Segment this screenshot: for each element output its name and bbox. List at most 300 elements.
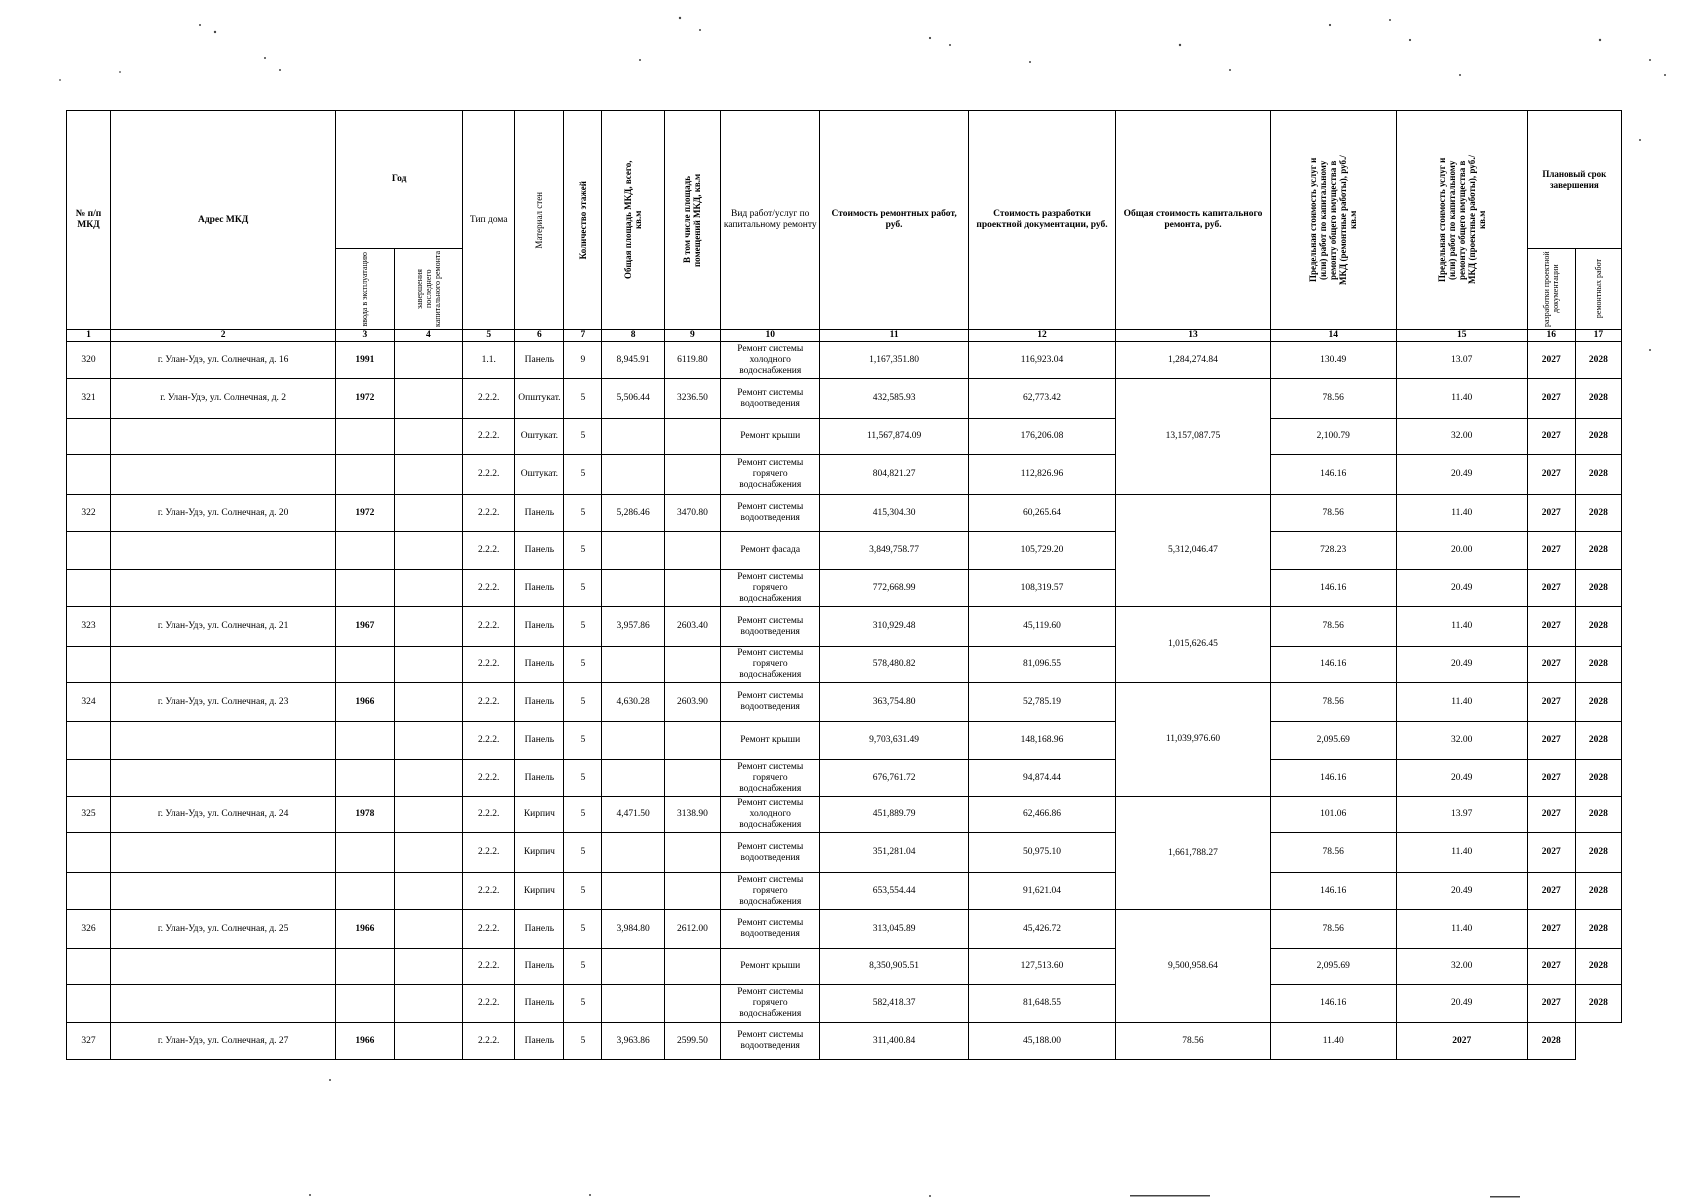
total-repair-cost: 11,039,976.60 bbox=[1116, 683, 1271, 797]
house-type: 1.1. bbox=[463, 342, 515, 379]
year-commission: 1991 bbox=[336, 342, 394, 379]
row-number: 325 bbox=[67, 797, 111, 833]
year-commission: 1966 bbox=[336, 1023, 394, 1060]
floors: 5 bbox=[564, 760, 602, 797]
year-commission: 1978 bbox=[336, 797, 394, 833]
year-commission: 1972 bbox=[336, 379, 394, 419]
wall-material: Панель bbox=[515, 722, 564, 760]
year-last-repair bbox=[394, 873, 463, 910]
house-type: 2.2.2. bbox=[463, 647, 515, 683]
house-type: 2.2.2. bbox=[463, 683, 515, 722]
floors: 5 bbox=[564, 722, 602, 760]
limit-work-cost: 101.06 bbox=[1270, 797, 1396, 833]
year-last-repair bbox=[394, 607, 463, 647]
plan-design-year: 2027 bbox=[1527, 455, 1575, 495]
wall-material: Кирпич bbox=[515, 873, 564, 910]
limit-design-cost: 32.00 bbox=[1396, 722, 1527, 760]
plan-repair-year: 2028 bbox=[1575, 910, 1621, 949]
limit-design-cost: 11.40 bbox=[1396, 607, 1527, 647]
wall-material: Панель bbox=[515, 607, 564, 647]
col-number: 15 bbox=[1396, 330, 1527, 342]
header-limit-design: Предельная стоимость услуг и (или) работ по капитальному ремонту общего имущества в МКД (проектные работы), руб./кв.м bbox=[1436, 155, 1487, 285]
design-cost: 94,874.44 bbox=[968, 760, 1115, 797]
floors: 5 bbox=[564, 532, 602, 570]
limit-design-cost: 20.49 bbox=[1396, 570, 1527, 607]
wall-material: Панель bbox=[515, 532, 564, 570]
residential-area: 3138.90 bbox=[664, 797, 720, 833]
house-type: 2.2.2. bbox=[463, 985, 515, 1023]
residential-area bbox=[664, 419, 720, 455]
residential-area bbox=[664, 647, 720, 683]
header-limit-work-cell bbox=[1270, 111, 1396, 330]
house-type: 2.2.2. bbox=[463, 722, 515, 760]
limit-work-cost: 146.16 bbox=[1270, 873, 1396, 910]
address: г. Улан-Удэ, ул. Солнечная, д. 21 bbox=[111, 607, 336, 647]
limit-design-cost: 20.49 bbox=[1396, 985, 1527, 1023]
work-cost: 3,849,758.77 bbox=[820, 532, 968, 570]
total-area bbox=[602, 570, 664, 607]
year-last-repair bbox=[394, 910, 463, 949]
work-cost: 653,554.44 bbox=[820, 873, 968, 910]
residential-area: 2599.50 bbox=[664, 1023, 720, 1060]
work-cost: 351,281.04 bbox=[820, 833, 968, 873]
plan-design-year: 2027 bbox=[1527, 910, 1575, 949]
work-type: Ремонт системы горячего водоснабжения bbox=[721, 455, 820, 495]
work-cost: 9,703,631.49 bbox=[820, 722, 968, 760]
address: г. Улан-Удэ, ул. Солнечная, д. 27 bbox=[111, 1023, 336, 1060]
work-cost: 11,567,874.09 bbox=[820, 419, 968, 455]
wall-material: Панель bbox=[515, 570, 564, 607]
work-type: Ремонт системы водоотведения bbox=[721, 683, 820, 722]
year-last-repair bbox=[394, 647, 463, 683]
table-row bbox=[67, 985, 1622, 1023]
header-cost-work: Стоимость ремонтных работ, руб. bbox=[820, 111, 968, 330]
year-last-repair bbox=[394, 1023, 463, 1060]
address: г. Улан-Удэ, ул. Солнечная, д. 16 bbox=[111, 342, 336, 379]
year-commission: 1967 bbox=[336, 607, 394, 647]
limit-design-cost: 20.49 bbox=[1396, 647, 1527, 683]
house-type: 2.2.2. bbox=[463, 532, 515, 570]
row-number bbox=[67, 760, 111, 797]
plan-design-year: 2027 bbox=[1527, 342, 1575, 379]
header-year-commission-cell bbox=[336, 249, 394, 330]
work-cost: 310,929.48 bbox=[820, 607, 968, 647]
work-cost: 451,889.79 bbox=[820, 797, 968, 833]
residential-area: 2612.00 bbox=[664, 910, 720, 949]
residential-area bbox=[664, 833, 720, 873]
house-type: 2.2.2. bbox=[463, 1023, 515, 1060]
limit-design-cost: 20.49 bbox=[1396, 760, 1527, 797]
limit-design-cost: 20.49 bbox=[1396, 455, 1527, 495]
work-type: Ремонт системы горячего водоснабжения bbox=[721, 873, 820, 910]
work-cost: 311,400.84 bbox=[820, 1023, 968, 1060]
residential-area bbox=[664, 985, 720, 1023]
year-commission bbox=[336, 949, 394, 985]
table-row bbox=[67, 873, 1622, 910]
limit-work-cost: 78.56 bbox=[1270, 683, 1396, 722]
limit-work-cost: 146.16 bbox=[1270, 985, 1396, 1023]
year-last-repair bbox=[394, 683, 463, 722]
design-cost: 127,513.60 bbox=[968, 949, 1115, 985]
floors: 5 bbox=[564, 607, 602, 647]
limit-design-cost: 13.97 bbox=[1396, 797, 1527, 833]
floors: 5 bbox=[564, 1023, 602, 1060]
header-limit-work: Предельная стоимость услуг и (или) работ по капитальному ремонту общего имущества в МКД (ремонтные работы), руб./кв.м bbox=[1308, 155, 1359, 285]
work-cost: 582,418.37 bbox=[820, 985, 968, 1023]
capital-repair-register-table bbox=[66, 110, 1622, 1060]
plan-repair-year: 2028 bbox=[1575, 495, 1621, 532]
row-number: 322 bbox=[67, 495, 111, 532]
total-area: 3,957.86 bbox=[602, 607, 664, 647]
header-cost-design: Стоимость разработки проектной документации, руб. bbox=[968, 111, 1115, 330]
limit-design-cost: 20.00 bbox=[1396, 532, 1527, 570]
row-number bbox=[67, 873, 111, 910]
wall-material: Оштукат. bbox=[515, 455, 564, 495]
work-cost: 363,754.80 bbox=[820, 683, 968, 722]
plan-design-year: 2027 bbox=[1527, 873, 1575, 910]
header-house-type: Тип дома bbox=[463, 111, 515, 330]
plan-design-year: 2027 bbox=[1396, 1023, 1527, 1060]
row-number: 326 bbox=[67, 910, 111, 949]
row-number bbox=[67, 455, 111, 495]
year-last-repair bbox=[394, 570, 463, 607]
limit-design-cost: 11.40 bbox=[1396, 495, 1527, 532]
header-plan-repair: ремонтных работ bbox=[1593, 259, 1603, 319]
col-number: 10 bbox=[721, 330, 820, 342]
plan-repair-year: 2028 bbox=[1575, 532, 1621, 570]
header-area: Общая площадь МКД, всего, кв.м bbox=[623, 160, 644, 280]
plan-design-year: 2027 bbox=[1527, 760, 1575, 797]
wall-material: Панель bbox=[515, 910, 564, 949]
floors: 5 bbox=[564, 797, 602, 833]
address: г. Улан-Удэ, ул. Солнечная, д. 24 bbox=[111, 797, 336, 833]
year-commission bbox=[336, 833, 394, 873]
header-work-type: Вид работ/услуг по капитальному ремонту bbox=[721, 111, 820, 330]
header-floors: Количество этажей bbox=[577, 180, 588, 260]
address bbox=[111, 647, 336, 683]
limit-work-cost: 2,095.69 bbox=[1270, 949, 1396, 985]
design-cost: 45,426.72 bbox=[968, 910, 1115, 949]
col-number: 5 bbox=[463, 330, 515, 342]
header-plan-repair-cell bbox=[1575, 249, 1621, 330]
header-address: Адрес МКД bbox=[111, 111, 336, 330]
table-row bbox=[67, 910, 1622, 949]
plan-repair-year: 2028 bbox=[1575, 607, 1621, 647]
floors: 5 bbox=[564, 495, 602, 532]
table-row bbox=[67, 342, 1622, 379]
design-cost: 50,975.10 bbox=[968, 833, 1115, 873]
row-number bbox=[67, 532, 111, 570]
total-area: 4,471.50 bbox=[602, 797, 664, 833]
col-number: 7 bbox=[564, 330, 602, 342]
col-number: 14 bbox=[1270, 330, 1396, 342]
wall-material: Панель bbox=[515, 1023, 564, 1060]
header-year: Год bbox=[336, 111, 463, 249]
total-repair-cost: 5,312,046.47 bbox=[1116, 495, 1271, 607]
address bbox=[111, 833, 336, 873]
work-cost: 772,668.99 bbox=[820, 570, 968, 607]
table-row bbox=[67, 683, 1622, 722]
work-cost: 1,167,351.80 bbox=[820, 342, 968, 379]
year-commission bbox=[336, 419, 394, 455]
header-year-last-repair-cell bbox=[394, 249, 463, 330]
house-type: 2.2.2. bbox=[463, 833, 515, 873]
address: г. Улан-Удэ, ул. Солнечная, д. 23 bbox=[111, 683, 336, 722]
design-cost: 148,168.96 bbox=[968, 722, 1115, 760]
address bbox=[111, 760, 336, 797]
floors: 5 bbox=[564, 570, 602, 607]
plan-repair-year: 2028 bbox=[1575, 570, 1621, 607]
row-number: 327 bbox=[67, 1023, 111, 1060]
year-last-repair bbox=[394, 419, 463, 455]
address bbox=[111, 570, 336, 607]
plan-repair-year: 2028 bbox=[1575, 797, 1621, 833]
col-number: 6 bbox=[515, 330, 564, 342]
house-type: 2.2.2. bbox=[463, 910, 515, 949]
address bbox=[111, 419, 336, 455]
plan-design-year: 2027 bbox=[1527, 949, 1575, 985]
house-type: 2.2.2. bbox=[463, 495, 515, 532]
work-type: Ремонт системы холодного водоснабжения bbox=[721, 342, 820, 379]
col-number: 9 bbox=[664, 330, 720, 342]
residential-area bbox=[664, 949, 720, 985]
year-commission bbox=[336, 873, 394, 910]
plan-repair-year: 2028 bbox=[1575, 683, 1621, 722]
wall-material: Панель bbox=[515, 683, 564, 722]
wall-material: Општукат. bbox=[515, 379, 564, 419]
wall-material: Панель bbox=[515, 495, 564, 532]
house-type: 2.2.2. bbox=[463, 570, 515, 607]
year-last-repair bbox=[394, 722, 463, 760]
header-num: № п/п МКД bbox=[67, 111, 111, 330]
design-cost: 62,773.42 bbox=[968, 379, 1115, 419]
limit-work-cost: 78.56 bbox=[1270, 910, 1396, 949]
floors: 5 bbox=[564, 455, 602, 495]
residential-area bbox=[664, 532, 720, 570]
year-commission bbox=[336, 722, 394, 760]
plan-design-year: 2027 bbox=[1527, 607, 1575, 647]
limit-work-cost: 78.56 bbox=[1270, 607, 1396, 647]
total-area: 5,286.46 bbox=[602, 495, 664, 532]
table-row bbox=[67, 833, 1622, 873]
limit-work-cost: 2,095.69 bbox=[1270, 722, 1396, 760]
col-number: 4 bbox=[394, 330, 463, 342]
floors: 5 bbox=[564, 985, 602, 1023]
limit-work-cost: 146.16 bbox=[1270, 647, 1396, 683]
plan-repair-year: 2028 bbox=[1575, 379, 1621, 419]
header-floors-cell bbox=[564, 111, 602, 330]
table-row bbox=[67, 647, 1622, 683]
design-cost: 108,319.57 bbox=[968, 570, 1115, 607]
header-area-res: В том числе площадь помещений МКД, кв.м bbox=[682, 173, 703, 267]
table-row bbox=[67, 797, 1622, 833]
house-type: 2.2.2. bbox=[463, 873, 515, 910]
row-number bbox=[67, 722, 111, 760]
total-area bbox=[602, 985, 664, 1023]
header-plan-design: разработки проектной документации bbox=[1542, 251, 1561, 327]
floors: 9 bbox=[564, 342, 602, 379]
plan-design-year: 2027 bbox=[1527, 495, 1575, 532]
plan-repair-year: 2028 bbox=[1575, 419, 1621, 455]
plan-repair-year: 2028 bbox=[1575, 949, 1621, 985]
year-last-repair bbox=[394, 833, 463, 873]
design-cost: 81,648.55 bbox=[968, 985, 1115, 1023]
row-number: 323 bbox=[67, 607, 111, 647]
total-repair-cost: 13,157,087.75 bbox=[1116, 379, 1271, 495]
address bbox=[111, 949, 336, 985]
table-row bbox=[67, 419, 1622, 455]
design-cost: 45,119.60 bbox=[968, 607, 1115, 647]
address: г. Улан-Удэ, ул. Солнечная, д. 20 bbox=[111, 495, 336, 532]
wall-material: Панель bbox=[515, 342, 564, 379]
year-commission bbox=[336, 532, 394, 570]
year-commission bbox=[336, 760, 394, 797]
header-plan-term: Плановый срок завершения bbox=[1527, 111, 1621, 249]
column-number-row bbox=[67, 330, 1622, 342]
limit-design-cost: 20.49 bbox=[1396, 873, 1527, 910]
col-number: 17 bbox=[1575, 330, 1621, 342]
work-cost: 432,585.93 bbox=[820, 379, 968, 419]
plan-design-year: 2027 bbox=[1527, 722, 1575, 760]
total-area: 4,630.28 bbox=[602, 683, 664, 722]
design-cost: 45,188.00 bbox=[968, 1023, 1115, 1060]
table-row bbox=[67, 722, 1622, 760]
work-type: Ремонт системы водоотведения bbox=[721, 1023, 820, 1060]
year-last-repair bbox=[394, 455, 463, 495]
row-number: 324 bbox=[67, 683, 111, 722]
plan-design-year: 2027 bbox=[1527, 419, 1575, 455]
table-row bbox=[67, 455, 1622, 495]
limit-design-cost: 32.00 bbox=[1396, 949, 1527, 985]
residential-area bbox=[664, 570, 720, 607]
residential-area: 3470.80 bbox=[664, 495, 720, 532]
work-type: Ремонт системы водоотведения bbox=[721, 833, 820, 873]
residential-area bbox=[664, 722, 720, 760]
limit-work-cost: 78.56 bbox=[1116, 1023, 1271, 1060]
design-cost: 60,265.64 bbox=[968, 495, 1115, 532]
total-repair-cost: 9,500,958.64 bbox=[1116, 910, 1271, 1023]
plan-repair-year: 2028 bbox=[1527, 1023, 1575, 1060]
limit-work-cost: 78.56 bbox=[1270, 379, 1396, 419]
year-last-repair bbox=[394, 532, 463, 570]
residential-area: 6119.80 bbox=[664, 342, 720, 379]
row-number: 321 bbox=[67, 379, 111, 419]
plan-repair-year: 2028 bbox=[1575, 455, 1621, 495]
house-type: 2.2.2. bbox=[463, 455, 515, 495]
total-repair-cost: 1,015,626.45 bbox=[1116, 607, 1271, 683]
plan-repair-year: 2028 bbox=[1575, 985, 1621, 1023]
total-area: 3,963.86 bbox=[602, 1023, 664, 1060]
limit-work-cost: 728.23 bbox=[1270, 532, 1396, 570]
plan-design-year: 2027 bbox=[1527, 379, 1575, 419]
plan-design-year: 2027 bbox=[1527, 797, 1575, 833]
total-area bbox=[602, 833, 664, 873]
table-row bbox=[67, 949, 1622, 985]
limit-design-cost: 11.40 bbox=[1396, 910, 1527, 949]
address bbox=[111, 455, 336, 495]
header-material: Материал стен bbox=[534, 191, 545, 249]
year-commission bbox=[336, 647, 394, 683]
row-number bbox=[67, 949, 111, 985]
house-type: 2.2.2. bbox=[463, 949, 515, 985]
col-number: 2 bbox=[111, 330, 336, 342]
design-cost: 52,785.19 bbox=[968, 683, 1115, 722]
floors: 5 bbox=[564, 949, 602, 985]
year-last-repair bbox=[394, 949, 463, 985]
total-area bbox=[602, 647, 664, 683]
wall-material: Панель bbox=[515, 647, 564, 683]
floors: 5 bbox=[564, 873, 602, 910]
limit-work-cost: 78.56 bbox=[1270, 495, 1396, 532]
work-type: Ремонт крыши bbox=[721, 722, 820, 760]
year-last-repair bbox=[394, 379, 463, 419]
design-cost: 116,923.04 bbox=[968, 342, 1115, 379]
header-plan-design-cell bbox=[1527, 249, 1575, 330]
year-commission bbox=[336, 570, 394, 607]
plan-repair-year: 2028 bbox=[1575, 722, 1621, 760]
house-type: 2.2.2. bbox=[463, 419, 515, 455]
table-row bbox=[67, 760, 1622, 797]
work-type: Ремонт системы водоотведения bbox=[721, 495, 820, 532]
wall-material: Панель bbox=[515, 760, 564, 797]
residential-area: 3236.50 bbox=[664, 379, 720, 419]
row-number bbox=[67, 419, 111, 455]
total-area bbox=[602, 532, 664, 570]
total-area bbox=[602, 873, 664, 910]
work-type: Ремонт фасада bbox=[721, 532, 820, 570]
design-cost: 91,621.04 bbox=[968, 873, 1115, 910]
limit-design-cost: 11.40 bbox=[1396, 833, 1527, 873]
col-number: 8 bbox=[602, 330, 664, 342]
residential-area bbox=[664, 455, 720, 495]
col-number: 16 bbox=[1527, 330, 1575, 342]
total-area: 8,945.91 bbox=[602, 342, 664, 379]
row-number bbox=[67, 647, 111, 683]
address bbox=[111, 873, 336, 910]
total-area bbox=[602, 760, 664, 797]
wall-material: Кирпич bbox=[515, 833, 564, 873]
work-type: Ремонт системы холодного водоснабжения bbox=[721, 797, 820, 833]
house-type: 2.2.2. bbox=[463, 760, 515, 797]
address: г. Улан-Удэ, ул. Солнечная, д. 2 bbox=[111, 379, 336, 419]
design-cost: 112,826.96 bbox=[968, 455, 1115, 495]
design-cost: 105,729.20 bbox=[968, 532, 1115, 570]
col-number: 3 bbox=[336, 330, 394, 342]
plan-repair-year: 2028 bbox=[1575, 760, 1621, 797]
work-type: Ремонт системы горячего водоснабжения bbox=[721, 647, 820, 683]
total-area bbox=[602, 722, 664, 760]
address bbox=[111, 532, 336, 570]
table-row bbox=[67, 1023, 1622, 1060]
work-cost: 676,761.72 bbox=[820, 760, 968, 797]
limit-design-cost: 13.07 bbox=[1396, 342, 1527, 379]
limit-design-cost: 11.40 bbox=[1396, 379, 1527, 419]
header-year-last-repair: завершения последнего капитального ремонта bbox=[414, 250, 442, 328]
header-total-cost: Общая стоимость капитального ремонта, руб. bbox=[1116, 111, 1271, 330]
year-commission: 1966 bbox=[336, 683, 394, 722]
design-cost: 176,206.08 bbox=[968, 419, 1115, 455]
limit-design-cost: 32.00 bbox=[1396, 419, 1527, 455]
limit-design-cost: 11.40 bbox=[1396, 683, 1527, 722]
plan-design-year: 2027 bbox=[1527, 647, 1575, 683]
year-commission bbox=[336, 985, 394, 1023]
residential-area: 2603.40 bbox=[664, 607, 720, 647]
total-area: 3,984.80 bbox=[602, 910, 664, 949]
residential-area bbox=[664, 760, 720, 797]
house-type: 2.2.2. bbox=[463, 379, 515, 419]
plan-design-year: 2027 bbox=[1527, 570, 1575, 607]
limit-work-cost: 130.49 bbox=[1270, 342, 1396, 379]
